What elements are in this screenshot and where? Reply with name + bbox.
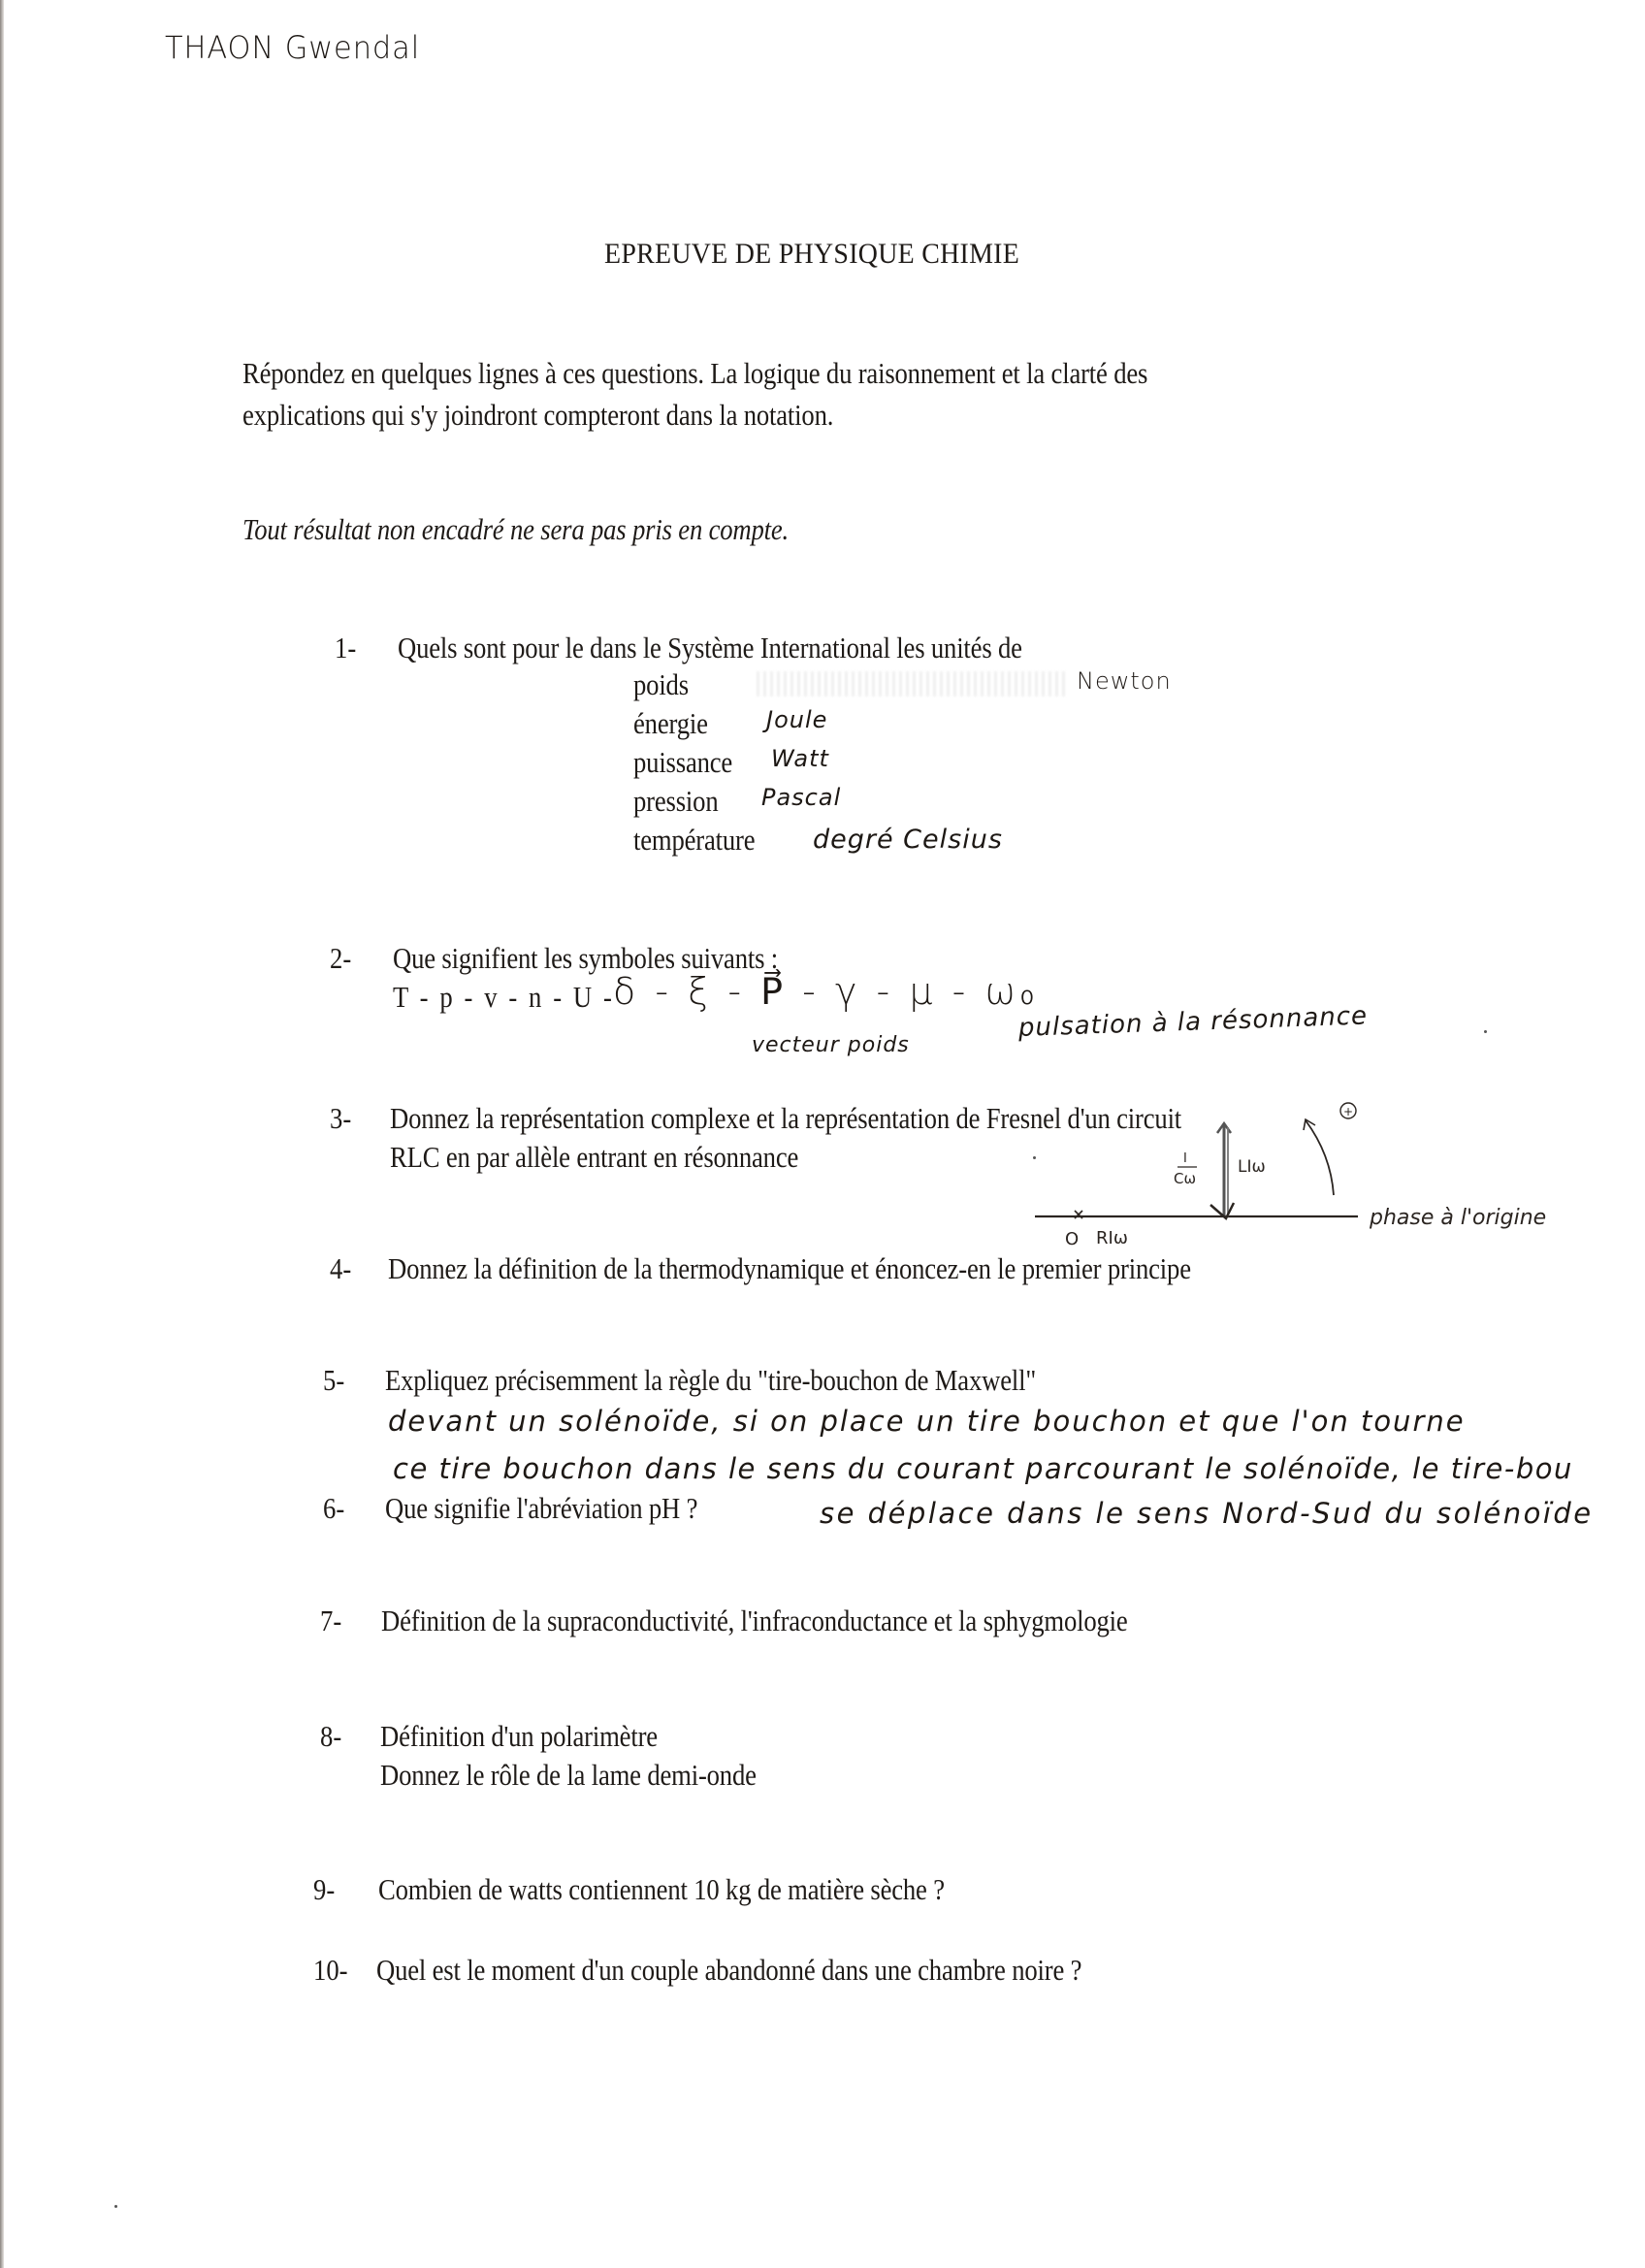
symbols-handwritten: δ - ξ - P⃗ - γ - μ - ω₀ [613,970,1039,1013]
question-number: 2- [330,941,352,975]
question-text: Expliquez précisemment la règle du "tire-bouchon de Maxwell" [385,1363,1037,1397]
question-text: Quel est le moment d'un couple abandonné dans une chambre noire ? [376,1953,1082,1987]
question-number: 6- [323,1491,345,1525]
answer-poids: Newton [1077,667,1172,695]
question-number: 9- [313,1872,336,1906]
question-text-2: RLC en par allèle entrant en résonnance [390,1140,799,1174]
question-text: Donnez la définition de la thermodynamique et énoncez-en le premier principe [388,1251,1191,1285]
unit-label-pression: pression [633,784,719,818]
down-vector-numerator: I [1183,1151,1187,1166]
answer-line-3: se déplace dans le sens Nord-Sud du solénoïde [820,1497,1594,1530]
scan-page-edge [0,0,4,2268]
rotation-arrow-icon [1306,1120,1334,1195]
question-text: Que signifie l'abréviation pH ? [385,1491,698,1525]
instructions-line-2: explications qui s'y joindront compteront dans la notation. [242,398,834,432]
erased-text [757,671,1067,697]
answer-pression: Pascal [761,784,842,811]
question-number: 3- [330,1101,352,1135]
instructions-warning: Tout résultat non encadré ne sera pas pris en compte. [242,512,790,546]
answer-line-1: devant un solénoïde, si on place un tire bouchon et que l'on tourne [388,1405,1466,1438]
scan-speck [1484,1030,1487,1033]
down-vector-denominator: Cω [1174,1170,1197,1187]
exam-title: EPREUVE DE PHYSIQUE CHIMIE [604,238,1020,270]
answer-energie: Joule [766,706,828,733]
question-number: 8- [320,1719,342,1753]
question-text: Combien de watts contiennent 10 kg de matière sèche ? [378,1872,945,1906]
origin-label: O [1065,1229,1080,1249]
unit-label-poids: poids [633,667,689,701]
fresnel-diagram [1018,1105,1547,1251]
question-number: 1- [335,631,357,664]
question-number: 5- [323,1363,345,1397]
annotation-vecteur-poids: vecteur poids [752,1033,910,1057]
answer-line-2: ce tire bouchon dans le sens du courant parcourant le solénoïde, le tire-bou [393,1452,1573,1485]
question-number: 7- [320,1604,342,1637]
answer-temperature: degré Celsius [813,825,1003,855]
unit-label-puissance: puissance [633,745,733,779]
axis-label: phase à l'origine [1370,1206,1547,1230]
instructions-line-1: Répondez en quelques lignes à ces questions. La logique du raisonnement et la clarté des [242,356,1148,390]
question-text: Que signifient les symboles suivants : [393,941,779,975]
up-vector-label: LIω [1238,1157,1266,1177]
question-text-2: Donnez le rôle de la lame demi-onde [380,1758,757,1792]
question-number: 4- [330,1251,352,1285]
question-text: Donnez la représentation complexe et la représentation de Fresnel d'un circuit [390,1101,1182,1135]
question-text: Quels sont pour le dans le Système International les unités de [398,631,1022,664]
unit-label-temperature: température [633,823,756,857]
unit-label-energie: énergie [633,706,708,740]
scan-speck [1033,1156,1036,1159]
question-text: Définition d'un polarimètre [380,1719,658,1753]
plus-label: + [1343,1105,1354,1118]
horizontal-vector-label: RIω [1096,1228,1128,1248]
student-name: THAON Gwendal [165,29,421,66]
symbols-printed: T - p - v - n - U - [393,980,615,1014]
question-number: 10- [313,1953,348,1987]
answer-puissance: Watt [771,745,829,772]
annotation-pulsation: pulsation à la résonnance [1017,1001,1369,1043]
scan-speck [114,2205,117,2208]
question-text: Définition de la supraconductivité, l'infraconductance et la sphygmologie [381,1604,1128,1637]
